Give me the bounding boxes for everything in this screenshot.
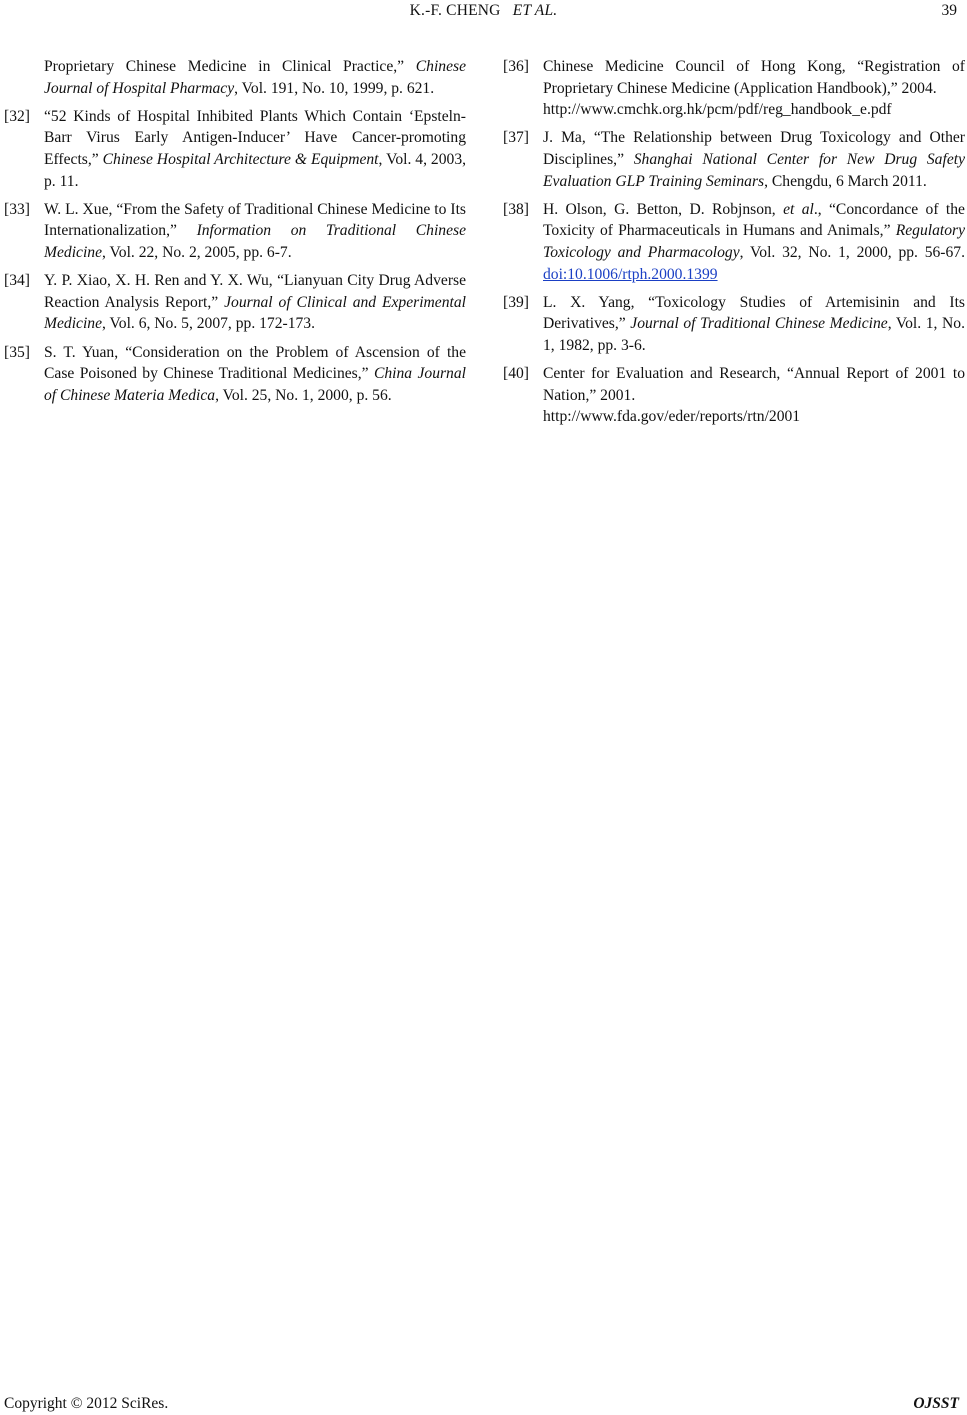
running-head-etal: ET AL.: [512, 2, 558, 19]
running-head-author: K.-F. CHENG: [409, 2, 501, 19]
journal-title: China Journal of Chinese Materia Medica: [44, 365, 466, 404]
reference-37: [37] J. Ma, “The Relationship between Drug Toxicology and Other Disciplines,” Shanghai National Center for New Drug Safety Evaluation GLP Training Seminars, Chengdu, 6 March 2011.: [503, 127, 965, 192]
reference-number: [33]: [4, 200, 30, 218]
left-column: [4, 56, 466, 413]
reference-number: [37]: [503, 129, 529, 147]
reference-38: [38] H. Olson, G. Betton, D. Robjnson, et al., “Concordance of the Toxicity of Pharmaceuticals in Humans and Animals,” Regulatory Toxicology and Pharmacology, Vol. 32, No. 1, 2000, pp. 56-67. doi:10.1006/rtph.2000.1399: [503, 199, 965, 285]
reference-url[interactable]: http://www.cmchk.org.hk/pcm/pdf/reg_handbook_e.pdf: [543, 101, 892, 119]
reference-35: [35] S. T. Yuan, “Consideration on the Problem of Ascension of the Case Poisoned by Chinese Traditional Medicines,” China Journal of Chinese Materia Medica, Vol. 25, No. 1, 2000, p. 56.: [4, 342, 466, 407]
reference-32: [32] “52 Kinds of Hospital Inhibited Plants Which Contain ‘Epsteln-Barr Virus Early Antigen-Inducer’ Have Cancer-promoting Effects,” Chinese Hospital Architecture & Equipment, Vol. 4, 2003, p. 11.: [4, 106, 466, 192]
journal-title: Chinese Hospital Architecture & Equipment: [102, 150, 379, 168]
page-footer: [0, 1395, 967, 1415]
right-column: [503, 56, 965, 434]
page-header: [0, 2, 967, 26]
reference-number: [39]: [503, 293, 529, 311]
journal-title: Chinese Journal of Hospital Pharmacy: [44, 58, 466, 97]
copyright-notice: Copyright © 2012 SciRes.: [4, 1395, 169, 1412]
reference-number: [32]: [4, 107, 30, 125]
doi-link[interactable]: doi:10.1006/rtph.2000.1399: [543, 265, 718, 283]
reference-number: [36]: [503, 58, 529, 75]
reference-number: [40]: [503, 365, 529, 383]
reference-36: [36] Chinese Medicine Council of Hong Kong, “Registration of Proprietary Chinese Medicine (Application Handbook),” 2004. http://www.cmchk.org.hk/pcm/pdf/reg_handbook_e.pdf: [503, 56, 965, 121]
reference-34: [34] Y. P. Xiao, X. H. Ren and Y. X. Wu, “Lianyuan City Drug Adverse Reaction Analysis Report,” Journal of Clinical and Experimental Medicine, Vol. 6, No. 5, 2007, pp. 172-173.: [4, 270, 466, 335]
running-head: [0, 2, 967, 20]
journal-abbreviation: OJSST: [913, 1395, 959, 1412]
journal-title: Shanghai National Center for New Drug Safety Evaluation GLP Training Seminars: [543, 150, 965, 190]
reference-continuation: Proprietary Chinese Medicine in Clinical Practice,” Chinese Journal of Hospital Pharmacy, Vol. 191, No. 10, 1999, p. 621.: [44, 58, 466, 97]
journal-title: Journal of Traditional Chinese Medicine: [630, 315, 888, 333]
reference-number: [34]: [4, 272, 30, 290]
reference-number: [35]: [4, 343, 30, 361]
page-number: 39: [941, 2, 957, 19]
reference-number: [38]: [503, 200, 529, 218]
reference-33: [33] W. L. Xue, “From the Safety of Traditional Chinese Medicine to Its Internationalization,” Information on Traditional Chinese Medicine, Vol. 22, No. 2, 2005, pp. 6-7.: [4, 199, 466, 264]
reference-40: [40] Center for Evaluation and Research, “Annual Report of 2001 to Nation,” 2001. http://www.fda.gov/eder/reports/rtn/2001: [503, 363, 965, 428]
reference-url[interactable]: http://www.fda.gov/eder/reports/rtn/2001: [543, 408, 801, 426]
reference-39: [39] L. X. Yang, “Toxicology Studies of Artemisinin and Its Derivatives,” Journal of Traditional Chinese Medicine, Vol. 1, No. 1, 1982, pp. 3-6.: [503, 292, 965, 357]
journal-title: Regulatory Toxicology and Pharmacology: [543, 222, 965, 261]
journal-title: Information on Traditional Chinese Medicine: [44, 222, 466, 261]
journal-title: Journal of Clinical and Experimental Medicine: [44, 293, 466, 333]
